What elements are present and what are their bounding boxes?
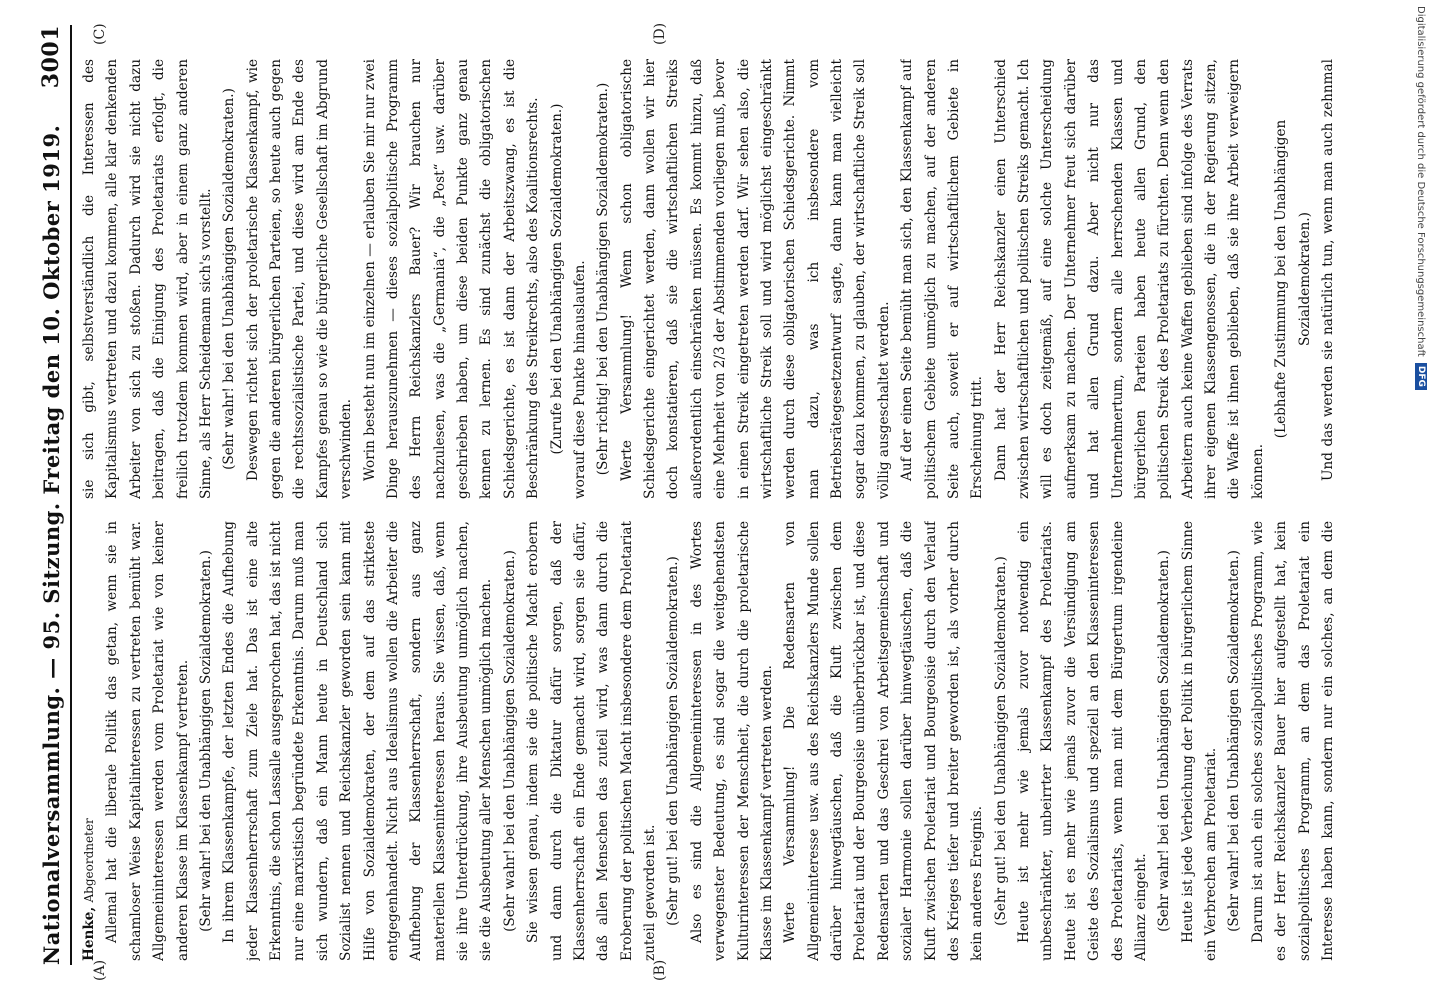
paragraph: Sie wissen genau, indem sie die politische Macht erobern und dann durch die Diktatur dafür sorgen, daß der Klassenherrschaft ein Ende gemacht wird, sorgen sie dafür, daß allen Menschen das zuteil wird, was dann durch die Eroberung der politischen Macht insbesondere dem Proletariat zuteil geworden ist. — [525, 521, 658, 961]
paragraph: Werte Versammlung! Die Redensarten von Allgemeininteresse usw. aus des Reichskanzlers Munde sollen darüber hinwegtäuschen, daß die Kluft zwischen dem Proletariat und der Bourgeoisie unüberbrückbar ist, und diese Redensarten und das Geschrei von Arbeitsgemeinschaft und sozialer Harmonie sollen darüber hinwegtäuschen, daß die Kluft zwischen Proletariat und Bourgeoisie durch den Verlauf des Krieges tiefer und breiter geworden ist, als vorher durch kein anderes Ereignis. — [782, 521, 986, 961]
speaker-line — [78, 521, 101, 961]
paragraph: Also es sind die Allgemeininteressen in des Wortes verwegenster Bedeutung, es sind sogar die weitgehendsten Kulturinteressen der Menschheit, die durch die proletarische Klasse im Klassenkampf vertreten werden. — [688, 521, 775, 961]
speaker-role: Abgeordneter — [82, 818, 96, 903]
interjection: (Sehr wahr! bei den Unabhängigen Sozialdemokraten.) — [1226, 550, 1243, 932]
paragraph: worauf diese Punkte hinauslaufen. — [571, 260, 588, 499]
speaker-name: Henke, — [81, 906, 97, 961]
paragraph: Und das werden sie natürlich tun, wenn man auch zehnmal — [1319, 59, 1336, 481]
interjection: (Lebhafte Zustimmung bei den Unabhängigen Sozialdemokraten.) — [1273, 119, 1313, 439]
dfg-logo: DFG — [1415, 363, 1427, 390]
page-number: 3001 — [38, 25, 64, 89]
paragraph: Auf der einen Seite bemüht man sich, den Klassenkampf auf politischem Gebiete unmöglich zu machen, auf der anderen Seite auch, soweit er auf wirtschaftlichem Gebiete in Erscheinung tritt. — [899, 59, 986, 499]
margin-marker-b: (B) — [652, 959, 668, 981]
margin-marker-d: (D) — [652, 22, 668, 45]
header-rule — [70, 25, 72, 965]
paragraph: Deswegen richtet sich der proletarische Klassenkampf, wie gegen die anderen bürgerlichen Parteien, so heute auch gegen die rechtssozialistische Partei, und diese wird am Ende des Kampfes genau so wie die bürgerliche Gesellschaft im Abgrund verschwinden. — [244, 59, 355, 499]
paragraph: Dann hat der Herr Reichskanzler einen Unterschied zwischen wirtschaftlichen und politischen Streiks gemacht. Ich will es doch zeitgemäß, auf eine solche Unterscheidung aufmerksam zu machen. Der Unternehmer freut sich darüber und hat allen Grund dazu. Aber nicht nur das Unternehmertum, sondern alle herrschenden Klassen und bürgerlichen Parteien haben heute allen Grund, den politischen Streik des Proletariats zu fürchten. Denn wenn den Arbeitern auch keine Waffen geblieben sind infolge des Verrats ihrer eigenen Klassengenossen, die in der Regierung sitzen, die Waffe ist ihnen geblieben, daß sie ihre Arbeit verweigern können. — [992, 59, 1266, 499]
digitization-text: Digitalisierung gefördert durch die Deutsche Forschungsgemeinschaft — [1415, 6, 1427, 357]
paragraph: Allemal hat die liberale Politik das getan, wenn sie in schamloser Weise Kapitalinteressen zu vertreten bemüht war. Allgemeininteressen werden vom Proletariat wie von keiner anderen Klasse im Klassenkampf vertreten. — [104, 521, 191, 961]
header-title: Nationalversammlung. — 95. Sitzung. Freitag den 10. Oktober 1919. — [38, 124, 64, 965]
interjection: (Sehr gut! bei den Unabhängigen Sozialdemokraten.) — [665, 556, 682, 926]
interjection: (Sehr wahr! bei den Unabhängigen Sozialdemokraten.) — [197, 550, 214, 932]
interjection: (Sehr wahr! bei den Unabhängigen Sozialdemokraten.) — [501, 550, 518, 932]
page-header — [36, 25, 66, 965]
digitization-note — [1414, 6, 1428, 1006]
paragraph: Darum ist auch ein solches sozialpolitisches Programm, wie es der Herr Reichskanzler Bauer hier aufgestellt hat, kein sozialpolitisches Programm, an dem das Proletariat ein Interesse haben kann, sondern nur ein solches, an dem die — [1249, 521, 1336, 961]
interjection: (Sehr wahr! bei den Unabhängigen Sozialdemokraten.) — [221, 88, 238, 470]
interjection: (Sehr gut! bei den Unabhängigen Sozialdemokraten.) — [992, 556, 1009, 926]
paragraph: Heute ist jede Verbeichung der Politik in bürgerlichem Sinne ein Verbrechen am Proletariat. — [1179, 521, 1219, 961]
interjection: (Sehr richtig! bei den Unabhängigen Sozialdemokraten.) — [595, 82, 612, 476]
margin-marker-a: (A) — [92, 959, 108, 981]
rotated-document-page — [30, 15, 1390, 985]
paragraph: sie sich gibt, selbstverständlich die Interessen des Kapitalismus vertreten und dazu kommen, alle klar denkenden Arbeiter von sich zu stoßen. Dadurch wird sie nicht dazu beitragen, daß die Einigung des Proletariats erfolgt, die freilich trotzdem kommen wird, aber in einem ganz anderen Sinne, als Herr Scheidemann sich's vorstellt. — [81, 59, 214, 499]
paragraph: Werte Versammlung! Wenn schon obligatorische Schiedsgerichte eingerichtet werden, dann wollen wir hier doch konstatieren, daß sie die wirtschaftlichen Streiks außerordentlich einschränken müssen. Es kommt hinzu, daß eine Mehrheit von 2/3 der Abstimmenden vorliegen muß, bevor in einen Streik eingetreten werden darf. Wir sehen also, die wirtschaftliche Streik soll und wird möglichst eingeschränkt werden durch diese obligatorischen Schiedsgerichte. Nimmt man dazu, was ich insbesondere vom Betriebsrätegesetzentwurf sagte, dann kann man vielleicht sogar dazu kommen, zu glauben, der wirtschaftliche Streik soll völlig ausgeschaltet werden. — [618, 59, 892, 499]
margin-marker-c: (C) — [92, 23, 108, 45]
paragraph: Worin besteht nun im einzelnen — erlauben Sie mir nur zwei Dinge herauszunehmen — dieses sozialpolitische Programm des Herrn Reichskanzlers Bauer? Wir brauchen nur nachzulesen, was die „Germania“, die „Post“ usw. darüber geschrieben haben, um diese beiden Punkte ganz genau kennen zu lernen. Es sind zunächst die obligatorischen Schiedsgerichte, es ist dann der Arbeitszwang, es ist die Beschränkung des Streikrechts, also des Koalitionsrechts. — [361, 59, 542, 499]
interjection: (Zurufe bei den Unabhängigen Sozialdemokraten.) — [548, 103, 565, 455]
interjection: (Sehr wahr! bei den Unabhängigen Sozialdemokraten.) — [1156, 550, 1173, 932]
paragraph: Heute ist mehr wie jemals zuvor notwendig ein unbeschränkter, unbeirrter Klassenkampf des Proletariats. Heute ist es mehr wie jemals zuvor die Versündigung am Geiste des Sozialismus und speziell an den Klasseninteressen des Proletariats, wenn man mit dem Bürgertum irgendeine Allianz eingeht. — [1016, 521, 1149, 961]
left-column — [78, 521, 1338, 961]
right-column — [78, 59, 1338, 499]
paragraph: In ihrem Klassenkampfe, der letzten Endes die Aufhebung jeder Klassenherrschaft zum Ziele hat. Das ist eine alte Erkenntnis, die schon Lassalle ausgesprochen hat, das ist nicht nur eine marxistisch begründete Erkenntnis. Darum muß man sich wundern, daß ein Mann heute in Deutschland sich Sozialist nennen und Reichskanzler geworden sein kann mit Hilfe von Sozialdemokraten, der dem auf das strikteste entgegenhandelt. Nicht aus Idealismus wollen die Arbeiter die Aufhebung der Klassenherrschaft, sondern aus ganz materiellen Klasseninteressen heraus. Sie wissen, daß, wenn sie ihre Unterdrückung, ihre Ausbeutung unmöglich machen, sie die Ausbeutung aller Menschen unmöglich machen. — [221, 521, 495, 961]
